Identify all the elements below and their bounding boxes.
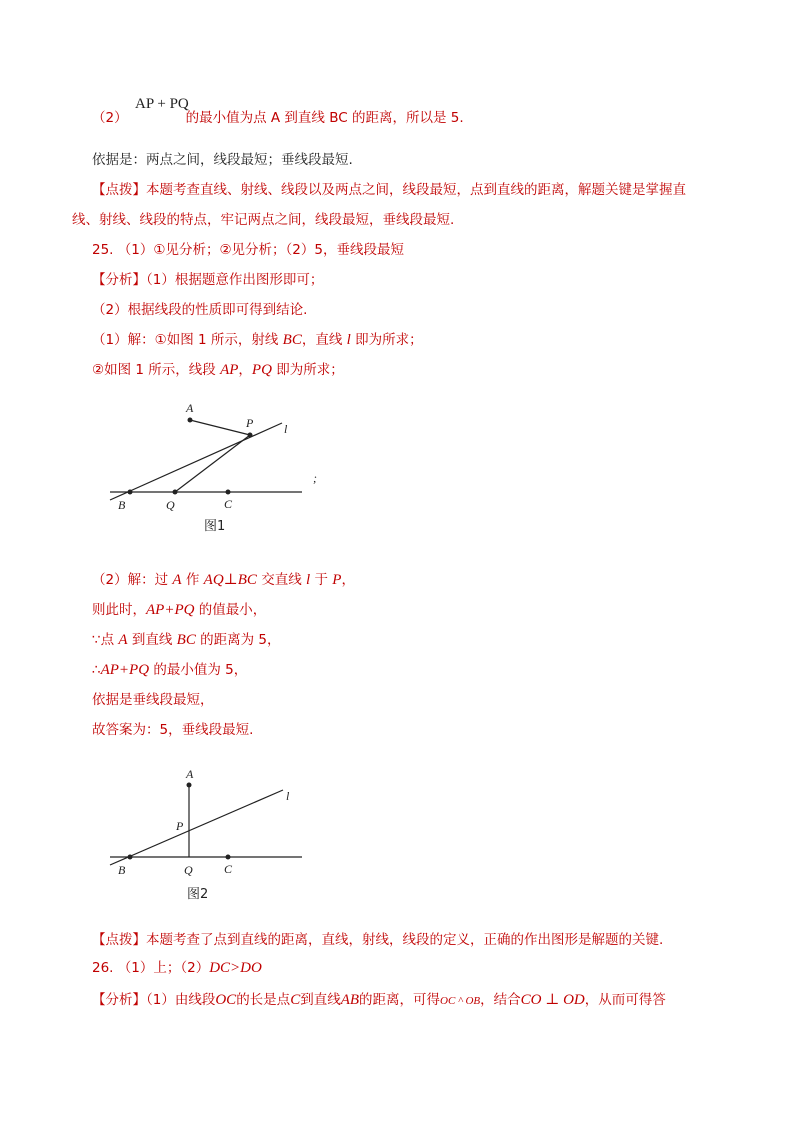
line-14: 依据是垂线段最短，	[92, 692, 214, 708]
fig2-label-p: P	[176, 819, 184, 833]
fig2-label-a: A	[186, 767, 194, 781]
fig1-label-a: A	[186, 401, 194, 415]
fig1-side-mark: ;	[313, 471, 317, 485]
expr-ap-pq: AP + PQ	[135, 96, 189, 112]
line-6: 【分析】（1）根据题意作出图形即可；	[92, 272, 324, 288]
line-5: 25. （1）①见分析；②见分析；（2）5，垂线段最短	[92, 242, 404, 258]
line-10: （2）解：过 A 作 AQ⊥BC 交直线 l 于 P，	[92, 572, 355, 588]
line-18: 【分析】（1）由线段OC的长是点C到直线AB的距离，可得OC ^ OB，结合CO ⊥ OD，从而可得答	[92, 992, 666, 1008]
fig2-label-b: B	[118, 863, 126, 877]
line-9: ②如图 1 所示，线段 AP，PQ 即为所求；	[92, 362, 344, 378]
fig1-label-l: l	[284, 422, 288, 436]
line-3: 【点拨】本题考查直线、射线、线段以及两点之间，线段最短，点到直线的距离，解题关键是掌握直	[92, 182, 686, 198]
figure-2	[100, 760, 320, 910]
line-7: （2）根据线段的性质即可得到结论.	[92, 302, 308, 318]
fig1-label-b: B	[118, 498, 126, 512]
line-12: ∵点 A 到直线 BC 的距离为 5，	[92, 632, 281, 648]
line-13: ∴AP+PQ 的最小值为 5，	[92, 662, 248, 678]
line-11: 则此时，AP+PQ 的值最小，	[92, 602, 267, 618]
figure-1	[100, 395, 330, 545]
line-17: 26. （1）上；（2）DC>DO	[92, 960, 262, 976]
line-2: 依据是：两点之间，线段最短；垂线段最短.	[92, 152, 353, 168]
fig1-label-q: Q	[166, 498, 175, 512]
line-15: 故答案为：5，垂线段最短.	[92, 722, 254, 738]
line-16: 【点拨】本题考查了点到直线的距离，直线，射线，线段的定义，正确的作出图形是解题的关键.	[92, 932, 664, 948]
line-8: （1）解：①如图 1 所示，射线 BC，直线 l 即为所求；	[92, 332, 423, 348]
fig2-caption: 图2	[187, 887, 209, 902]
fig2-label-l: l	[286, 789, 290, 803]
line-1: （2） 的最小值为点 A 到直线 BC 的距离，所以是 5.	[92, 110, 464, 126]
fig2-label-c: C	[224, 862, 233, 876]
fig1-label-p: P	[246, 416, 254, 430]
fig2-label-q: Q	[184, 863, 193, 877]
fig1-label-c: C	[224, 497, 233, 511]
line-4: 线、射线、线段的特点，牢记两点之间，线段最短，垂线段最短.	[72, 212, 455, 228]
fig1-caption: 图1	[204, 519, 226, 534]
